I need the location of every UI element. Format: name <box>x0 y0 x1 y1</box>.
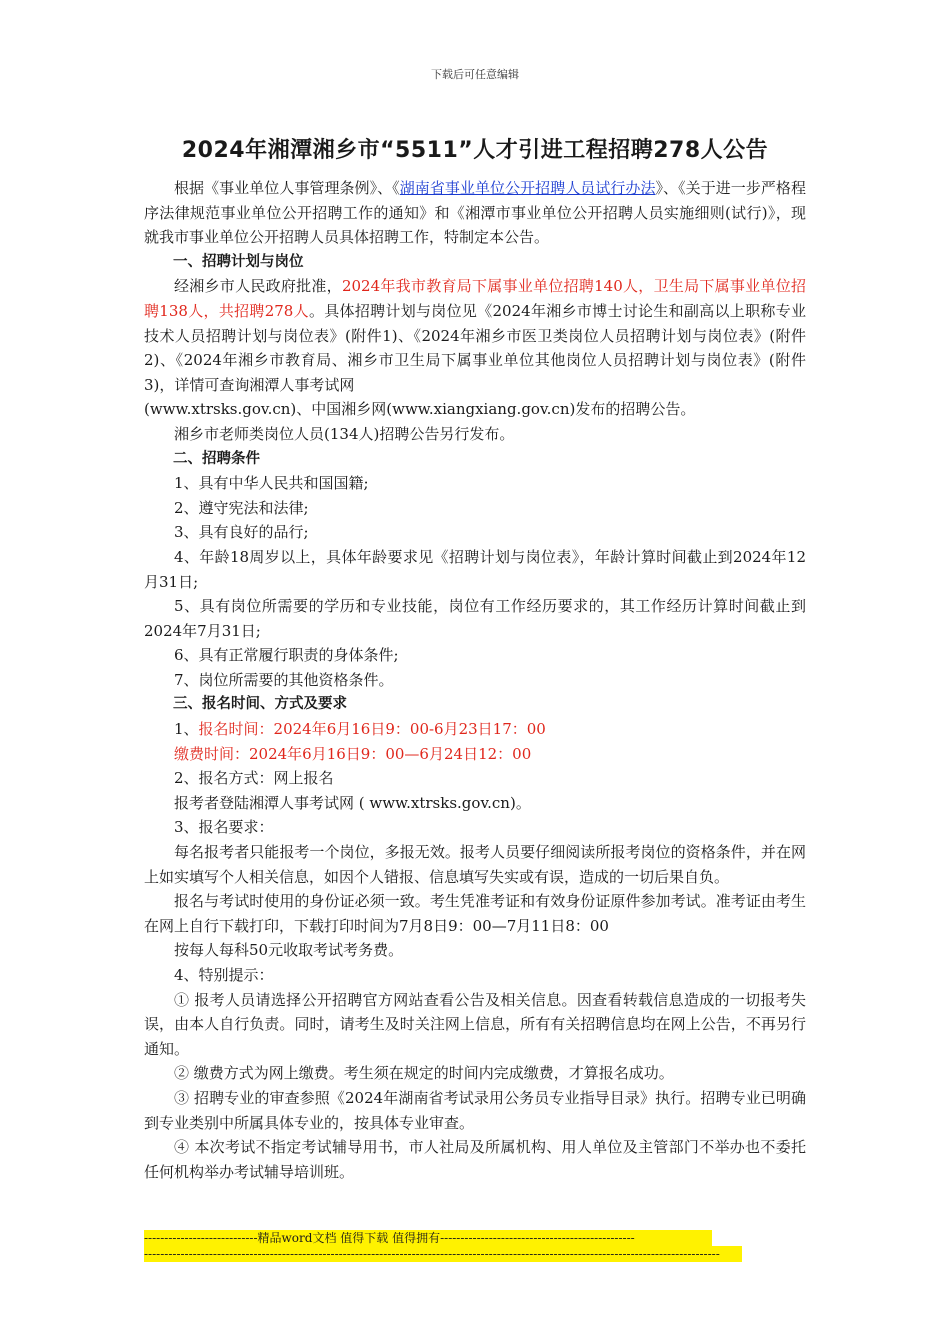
intro-text-2: 》、《关于进一步严格程序法律规范事业单位公开招聘工作的通知》和《湘潭市事业单位公开招聘人员实施细则(试行)》，现就我市事业单位公开招聘人员具体招聘工作，特制定本公告。 <box>144 179 806 247</box>
section3-heading: 三、报名时间、方式及要求 <box>173 696 347 713</box>
section1-teacher-note: 湘乡市老师类岗位人员(134人)招聘公告另行发布。 <box>174 424 515 443</box>
footer-text: 精品word文档 值得下载 值得拥有 <box>257 1231 441 1245</box>
requirements-paragraph: 报名与考试时使用的身份证必须一致。考生凭准考证和有效身份证原件参加考试。准考证由考生在网上自行下载打印，下载打印时间为7月8日9：00—7月11日8：00 <box>144 892 806 935</box>
registration-time <box>144 717 806 742</box>
page-title: 2024年湘潭湘乡市“5511”人才引进工程招聘278人公告 <box>181 138 769 163</box>
requirements-paragraph: 按每人每科50元收取考试考务费。 <box>174 941 404 960</box>
intro-text-1: 根据《事业单位人事管理条例》、《 <box>174 179 400 197</box>
condition-item: 1、具有中华人民共和国国籍; <box>174 474 369 493</box>
registration-method-text: 报考者登陆湘潭人事考试网 ( www.xtrsks.gov.cn)。 <box>174 793 531 812</box>
condition-item: 4、年龄18周岁以上，具体年龄要求见《招聘计划与岗位表》，年龄计算时间截止到2024年12月31日; <box>144 547 806 591</box>
footer-line-2: ---------------------------------------------------------------------------------------------------------------------------------------------- <box>144 1246 742 1262</box>
document-body <box>144 176 806 1184</box>
footer-banner <box>144 1230 742 1262</box>
footer-line-1 <box>144 1230 712 1246</box>
registration-method-label: 2、报名方式：网上报名 <box>174 769 334 788</box>
tip-item: ③ 招聘专业的审查参照《2024年湖南省考试录用公务员专业指导目录》执行。招聘专业已明确到专业类别中所属具体专业的，按具体专业审查。 <box>144 1088 806 1132</box>
condition-item: 6、具有正常履行职责的身体条件; <box>174 646 399 665</box>
section1-rest: 。具体招聘计划与岗位见《2024年湘乡市博士讨论生和副高以上职称专业技术人员招聘计划与岗位表》(附件1)、《2024年湘乡市医卫类岗位人员招聘计划与岗位表》(附件2)、《2024年湘乡市教育局、湘乡市卫生局下属事业单位其他岗位人员招聘计划与岗位表》(附件3)，详情可查询湘潭人事考试网 <box>144 301 806 394</box>
condition-item: 5、具有岗位所需要的学历和专业技能，岗位有工作经历要求的，其工作经历计算时间截止到2024年7月31日; <box>144 597 806 640</box>
intro-paragraph <box>144 176 806 250</box>
condition-item: 3、具有良好的品行; <box>174 523 309 542</box>
section1-lead: 经湘乡市人民政府批准， <box>174 277 342 296</box>
registration-time-number: 1、 <box>174 720 199 739</box>
section1-paragraph <box>144 274 806 397</box>
footer-dashes-right: ------------------------------------------------ <box>440 1231 635 1245</box>
section1-heading: 一、招聘计划与岗位 <box>173 253 304 270</box>
tip-item: ② 缴费方式为网上缴费。考生须在规定的时间内完成缴费，才算报名成功。 <box>174 1064 674 1083</box>
registration-time-text: 报名时间：2024年6月16日9：00-6月23日17：00 <box>198 720 546 739</box>
footer-dashes-left: ---------------------------- <box>144 1231 258 1245</box>
tip-item: ④ 本次考试不指定考试辅导用书，市人社局及所属机构、用人单位及主管部门不举办也不委托任何机构举办考试辅导培训班。 <box>144 1138 806 1181</box>
section1-websites: (www.xtrsks.gov.cn)、中国湘乡网(www.xiangxiang.gov.cn)发布的招聘公告。 <box>144 400 696 419</box>
requirements-paragraph: 每名报考者只能报考一个岗位，多报无效。报考人员要仔细阅读所报考岗位的资格条件，并在网上如实填写个人相关信息，如因个人错报、信息填写失实或有误，造成的一切后果自负。 <box>144 843 806 886</box>
tip-item: ① 报考人员请选择公开招聘官方网站查看公告及相关信息。因查看转载信息造成的一切报考失误，由本人自行负责。同时，请考生及时关注网上信息，所有有关招聘信息均在网上公告，不再另行通知。 <box>144 990 806 1058</box>
recruit-numbers: 2024年我市教育局下属事业单位招聘140人，卫生局下属事业单位招聘138人，共招聘278人 <box>144 277 806 320</box>
tips-label: 4、特别提示： <box>174 966 274 984</box>
condition-item: 7、岗位所需要的其他资格条件。 <box>174 670 394 689</box>
requirements-label: 3、报名要求： <box>174 818 274 837</box>
section2-heading: 二、招聘条件 <box>173 450 260 467</box>
payment-time: 缴费时间：2024年6月16日9：00—6月24日12：00 <box>174 744 532 763</box>
condition-item: 2、遵守宪法和法律; <box>174 498 309 517</box>
regulation-link[interactable]: 湖南省事业单位公开招聘人员试行办法 <box>399 179 656 197</box>
header-note: 下载后可任意编辑 <box>431 68 519 81</box>
